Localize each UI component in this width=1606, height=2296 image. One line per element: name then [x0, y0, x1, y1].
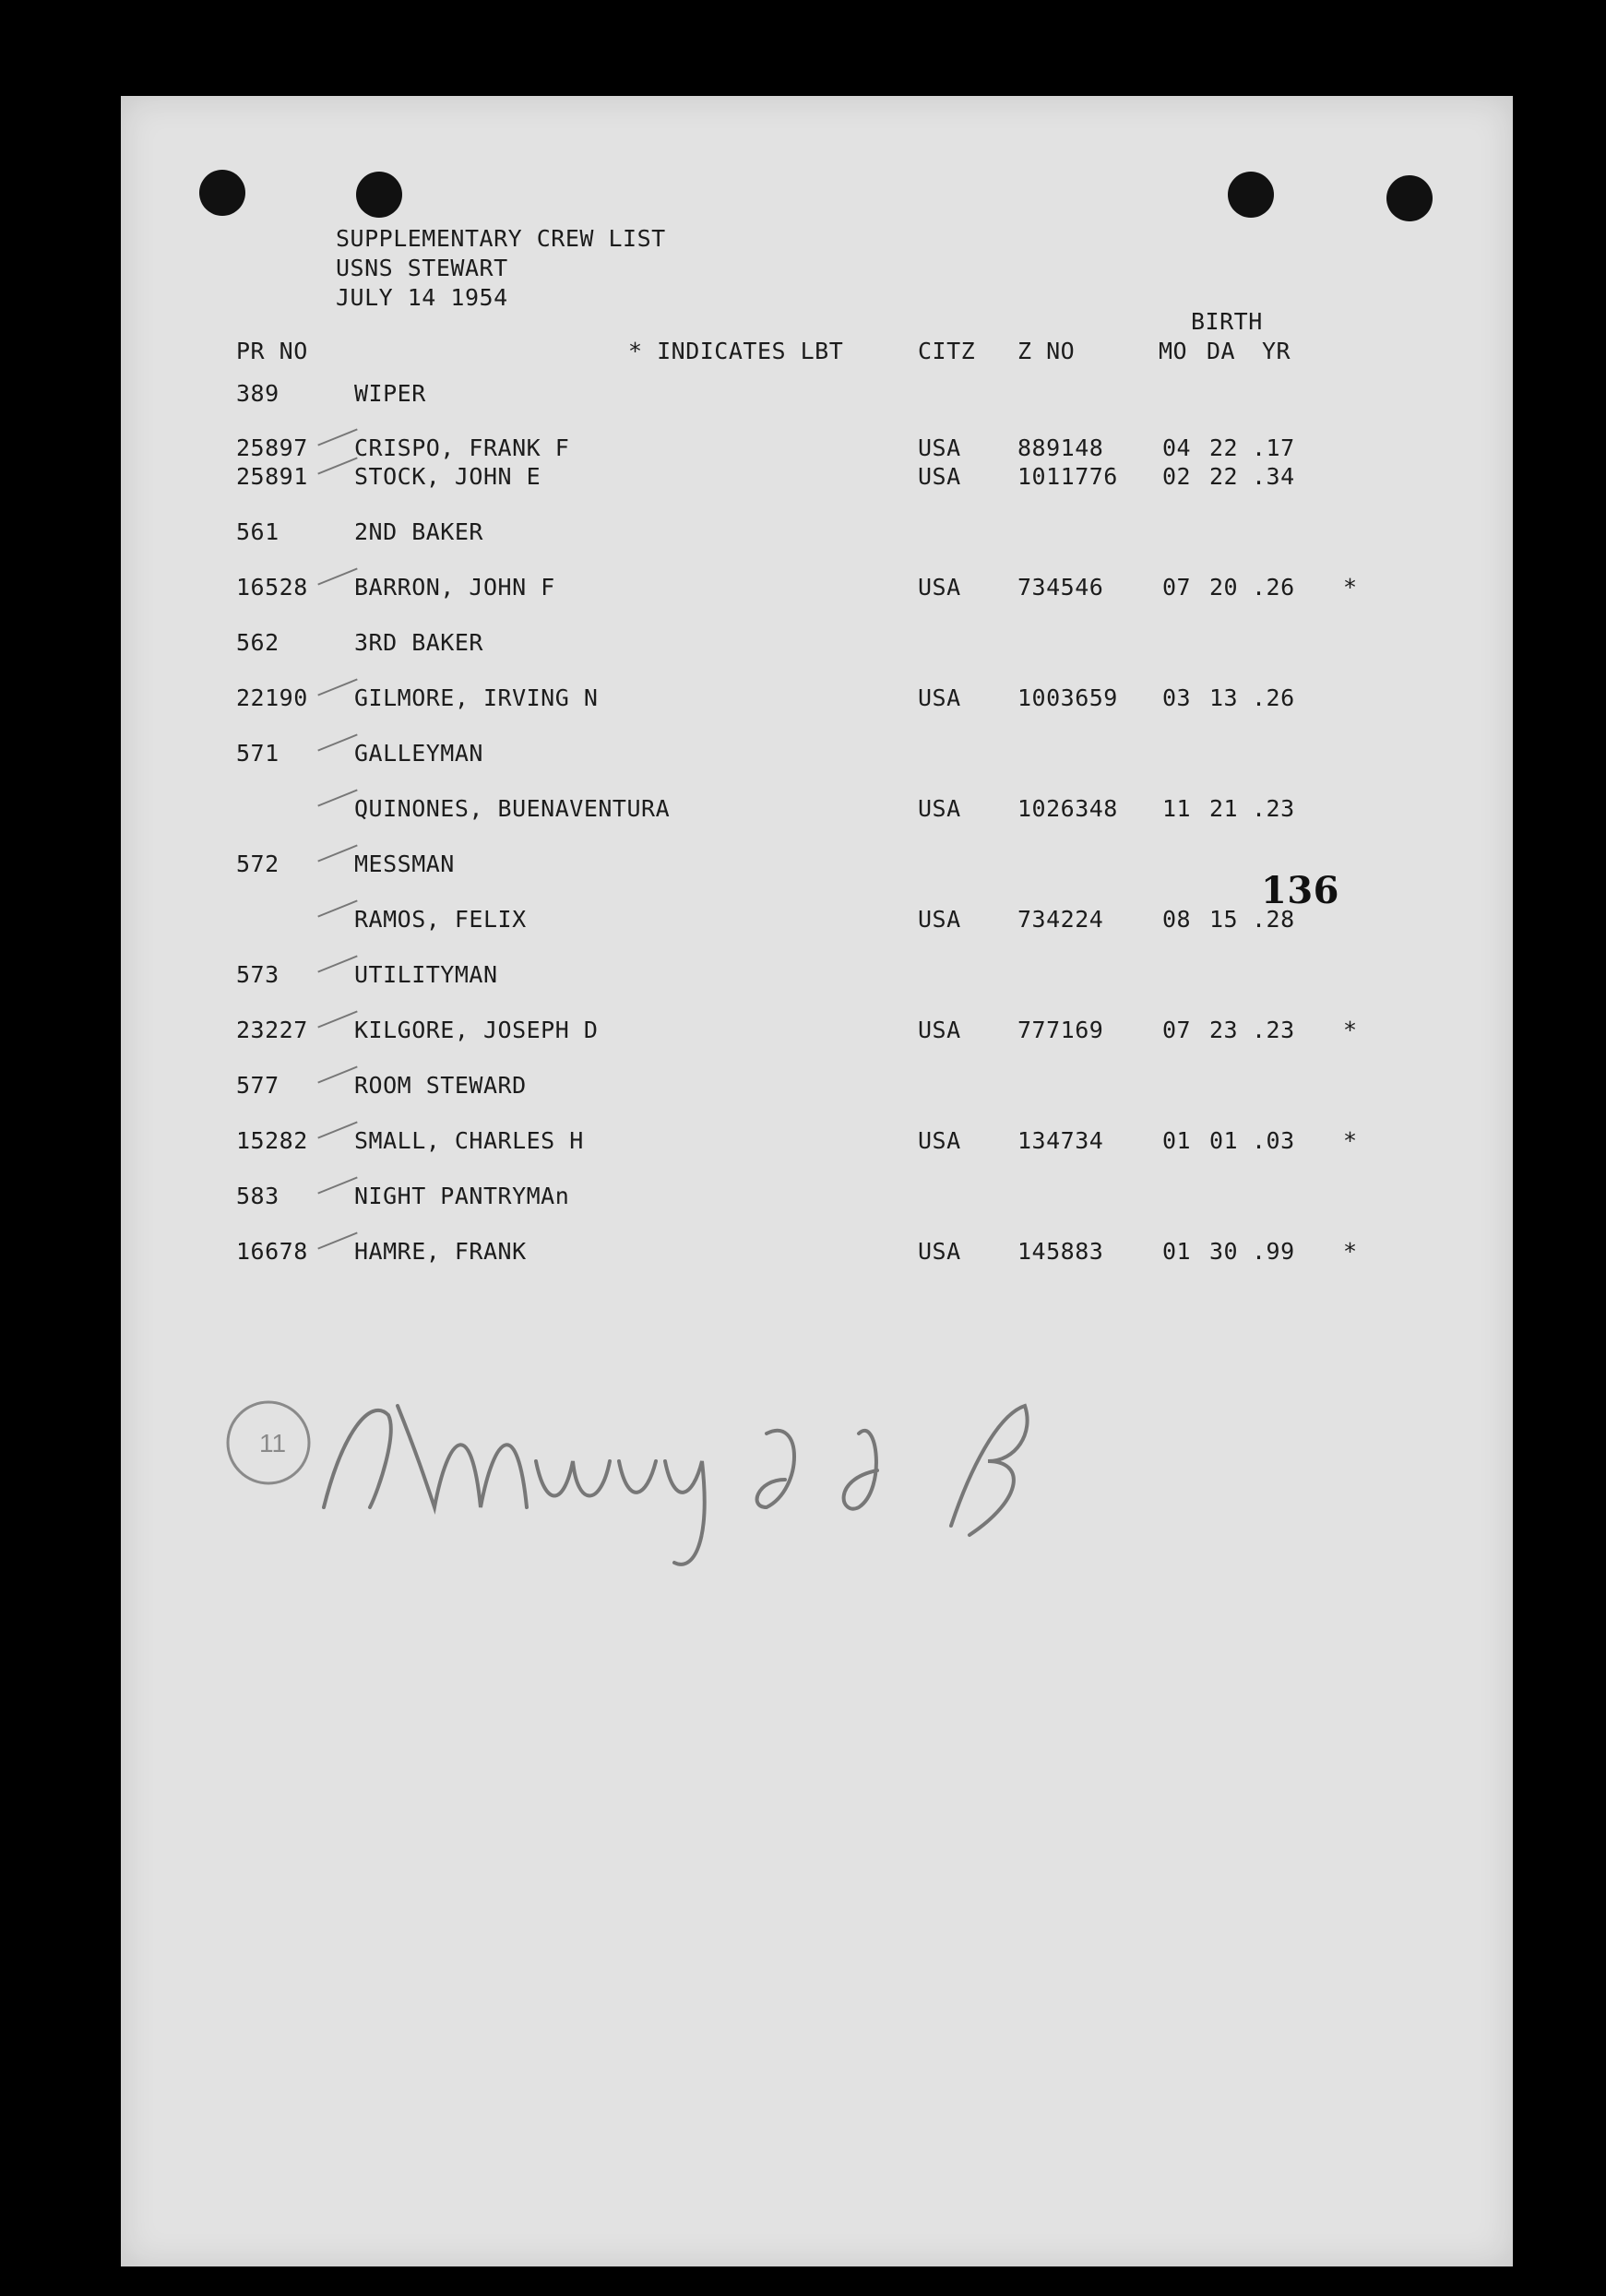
- row-birth-month: 07: [1162, 574, 1192, 601]
- row-birth-day: 22: [1209, 463, 1239, 490]
- row-lbt-marker: *: [1343, 1017, 1358, 1043]
- row-z-no: 734546: [1017, 574, 1104, 601]
- row-pr-no: 389: [236, 380, 280, 407]
- check-mark: [317, 678, 357, 696]
- row-birth-year: .03: [1252, 1127, 1295, 1154]
- row-z-no: 1011776: [1017, 463, 1118, 490]
- row-name: MESSMAN: [354, 851, 455, 877]
- handwritten-signature: [259, 1378, 1597, 1590]
- row-name: 2ND BAKER: [354, 518, 483, 545]
- row-name: NIGHT PANTRYMAn: [354, 1183, 570, 1209]
- row-pr-no: 22190: [236, 684, 308, 711]
- row-pr-no: 572: [236, 851, 280, 877]
- row-birth-day: 13: [1209, 684, 1239, 711]
- lbt-note: * INDICATES LBT: [628, 338, 844, 364]
- row-birth-day: 01: [1209, 1127, 1239, 1154]
- row-citizenship: USA: [918, 1238, 961, 1265]
- row-z-no: 889148: [1017, 434, 1104, 461]
- row-z-no: 777169: [1017, 1017, 1104, 1043]
- row-pr-no: 573: [236, 961, 280, 988]
- row-birth-year: .26: [1252, 574, 1295, 601]
- row-birth-day: 21: [1209, 795, 1239, 822]
- row-pr-no: 15282: [236, 1127, 308, 1154]
- row-birth-month: 01: [1162, 1238, 1192, 1265]
- row-pr-no: 25897: [236, 434, 308, 461]
- check-mark: [317, 955, 357, 972]
- citz-column-header: CITZ: [918, 338, 976, 364]
- row-lbt-marker: *: [1343, 574, 1358, 601]
- row-pr-no: 562: [236, 629, 280, 656]
- check-mark: [317, 1010, 357, 1028]
- row-name: QUINONES, BUENAVENTURA: [354, 795, 671, 822]
- check-mark: [317, 428, 357, 446]
- birth-column-header: BIRTH: [1191, 308, 1263, 335]
- z-no-column-header: Z NO: [1017, 338, 1076, 364]
- row-name: GILMORE, IRVING N: [354, 684, 599, 711]
- row-citizenship: USA: [918, 463, 961, 490]
- row-lbt-marker: *: [1343, 1127, 1358, 1154]
- row-birth-month: 01: [1162, 1127, 1192, 1154]
- row-birth-month: 11: [1162, 795, 1192, 822]
- row-birth-day: 23: [1209, 1017, 1239, 1043]
- row-pr-no: 25891: [236, 463, 308, 490]
- da-column-header: DA: [1207, 338, 1236, 364]
- check-mark: [317, 899, 357, 917]
- row-name: KILGORE, JOSEPH D: [354, 1017, 599, 1043]
- row-z-no: 1026348: [1017, 795, 1118, 822]
- row-name: HAMRE, FRANK: [354, 1238, 527, 1265]
- circled-number: 11: [259, 1429, 287, 1457]
- row-citizenship: USA: [918, 1017, 961, 1043]
- row-pr-no: 23227: [236, 1017, 308, 1043]
- check-mark: [317, 1121, 357, 1138]
- row-birth-year: .28: [1252, 906, 1295, 933]
- row-z-no: 1003659: [1017, 684, 1118, 711]
- row-citizenship: USA: [918, 574, 961, 601]
- row-citizenship: USA: [918, 906, 961, 933]
- row-birth-month: 08: [1162, 906, 1192, 933]
- yr-column-header: YR: [1262, 338, 1291, 364]
- row-z-no: 734224: [1017, 906, 1104, 933]
- row-birth-year: .26: [1252, 684, 1295, 711]
- check-mark: [317, 733, 357, 751]
- row-birth-day: 20: [1209, 574, 1239, 601]
- row-birth-month: 04: [1162, 434, 1192, 461]
- row-birth-day: 15: [1209, 906, 1239, 933]
- check-mark: [317, 1231, 357, 1249]
- row-name: SMALL, CHARLES H: [354, 1127, 584, 1154]
- row-z-no: 145883: [1017, 1238, 1104, 1265]
- punch-hole: [199, 170, 245, 216]
- punch-hole: [1386, 175, 1433, 221]
- row-z-no: 134734: [1017, 1127, 1104, 1154]
- check-mark: [317, 567, 357, 585]
- row-name: UTILITYMAN: [354, 961, 498, 988]
- row-pr-no: 583: [236, 1183, 280, 1209]
- row-pr-no: 561: [236, 518, 280, 545]
- punch-hole: [1228, 172, 1274, 218]
- row-pr-no: 571: [236, 740, 280, 767]
- row-citizenship: USA: [918, 684, 961, 711]
- check-mark: [317, 1176, 357, 1194]
- mo-column-header: MO: [1159, 338, 1188, 364]
- row-citizenship: USA: [918, 795, 961, 822]
- row-citizenship: USA: [918, 1127, 961, 1154]
- header-ship: USNS STEWART: [336, 255, 508, 281]
- row-birth-year: .17: [1252, 434, 1295, 461]
- row-lbt-marker: *: [1343, 1238, 1358, 1265]
- row-birth-year: .23: [1252, 795, 1295, 822]
- row-birth-month: 03: [1162, 684, 1192, 711]
- row-name: BARRON, JOHN F: [354, 574, 555, 601]
- row-name: RAMOS, FELIX: [354, 906, 527, 933]
- page-number: 136: [1261, 869, 1339, 912]
- row-name: WIPER: [354, 380, 426, 407]
- punch-hole: [356, 172, 402, 218]
- row-birth-year: .23: [1252, 1017, 1295, 1043]
- row-birth-day: 22: [1209, 434, 1239, 461]
- document-page: [121, 96, 1513, 2266]
- pr-no-column-header: PR NO: [236, 338, 308, 364]
- header-date: JULY 14 1954: [336, 284, 508, 311]
- row-name: STOCK, JOHN E: [354, 463, 541, 490]
- check-mark: [317, 1065, 357, 1083]
- row-name: GALLEYMAN: [354, 740, 483, 767]
- row-name: ROOM STEWARD: [354, 1072, 527, 1099]
- row-citizenship: USA: [918, 434, 961, 461]
- row-birth-day: 30: [1209, 1238, 1239, 1265]
- header-title: SUPPLEMENTARY CREW LIST: [336, 225, 666, 252]
- row-birth-year: .34: [1252, 463, 1295, 490]
- row-birth-month: 02: [1162, 463, 1192, 490]
- row-birth-month: 07: [1162, 1017, 1192, 1043]
- check-mark: [317, 789, 357, 806]
- row-name: CRISPO, FRANK F: [354, 434, 570, 461]
- row-pr-no: 16528: [236, 574, 308, 601]
- row-name: 3RD BAKER: [354, 629, 483, 656]
- row-pr-no: 16678: [236, 1238, 308, 1265]
- row-pr-no: 577: [236, 1072, 280, 1099]
- row-birth-year: .99: [1252, 1238, 1295, 1265]
- check-mark: [317, 844, 357, 862]
- check-mark: [317, 457, 357, 474]
